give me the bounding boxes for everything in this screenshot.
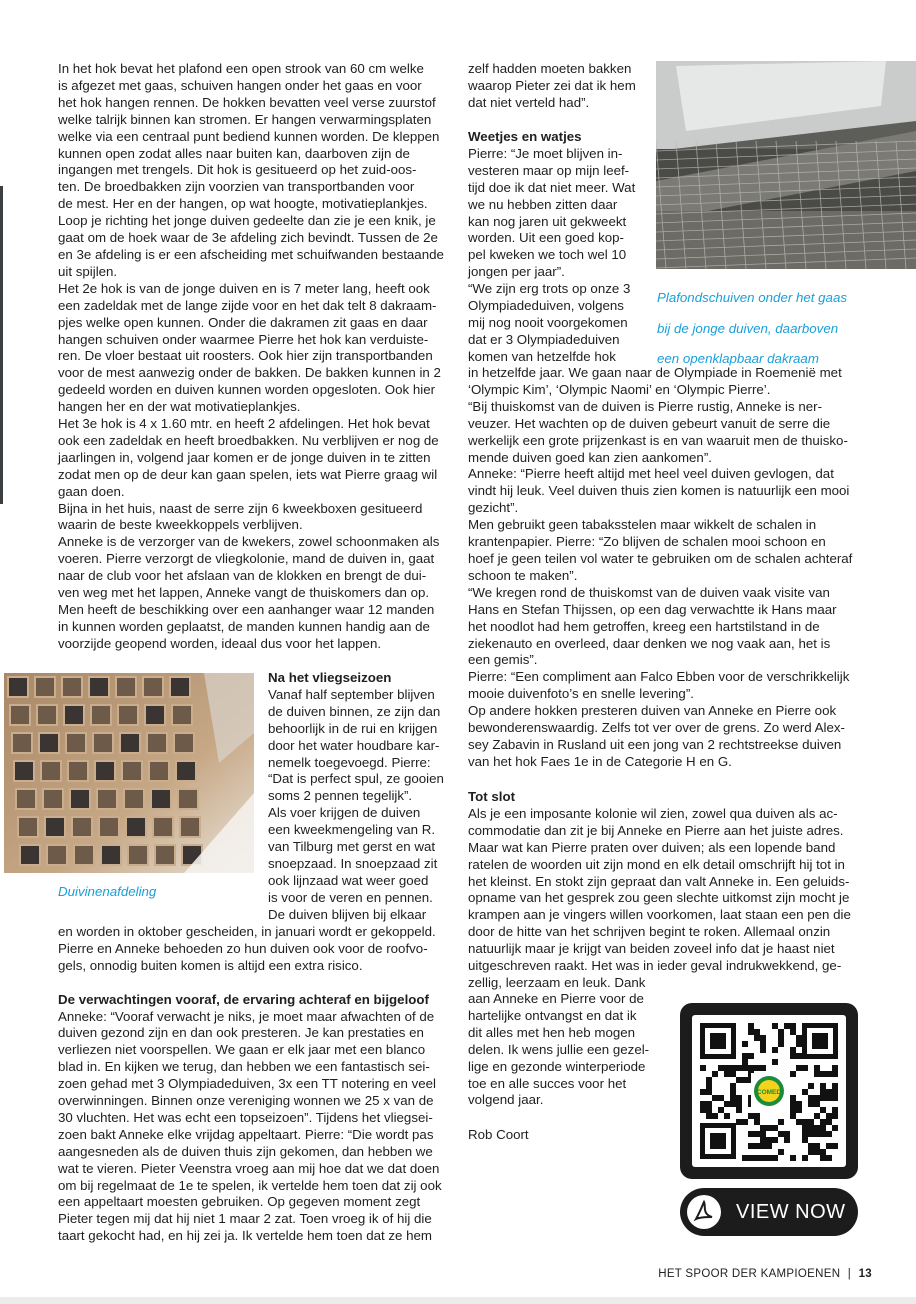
body-text-line: waarin de beste kweekkoppels verblijven. <box>58 517 303 533</box>
loft-photo-caption: Duivinenafdeling <box>58 884 157 899</box>
qr-code-icon <box>680 1003 858 1179</box>
body-text-line: snoepzaad. In snoepzaad zit <box>268 855 438 871</box>
ceiling-photo-graphic <box>656 61 916 269</box>
tot-slot-narrow <box>468 991 668 1109</box>
body-text-line: zellig, leerzaam en leuk. Dank <box>468 974 646 990</box>
body-text-line: het noodlot had hem getroffen, kreeg een hartstilstand in de <box>468 618 820 634</box>
body-text-line: volgend jaar. <box>468 1092 544 1108</box>
body-text-line: vindt hij leuk. Veel duiven thuis zien komen is natuurlijk een mooi <box>468 483 850 499</box>
page-footer <box>658 1268 872 1280</box>
body-text-line: voorzijde geopend worden, ideaal dus voor het lappen. <box>58 635 382 651</box>
qr-finder-tl <box>700 1023 736 1059</box>
body-text-line: is voor de veren en pennen. <box>268 889 433 905</box>
body-text-line: dat er 3 Olympiadeduiven <box>468 331 620 347</box>
body-text-line: in kunnen worden geplaatst, de manden kunnen handig aan de <box>58 618 430 634</box>
body-text-line: we nu hebben zitten daar <box>468 196 618 212</box>
right-column-wide <box>468 365 888 771</box>
body-text-line: aangesneden als de duiven thuis zijn gekomen, dan hebben we <box>58 1143 433 1159</box>
body-text-line: Loop je richting het jonge duiven gedeelte dan zie je een knik, je <box>58 213 436 229</box>
body-text-line: krantenpapier. Pierre: “Zo blijven de schalen mooi schoon en <box>468 534 826 550</box>
body-text-line: Het 2e hok is van de jonge duiven en is 7 meter lang, heeft ook <box>58 280 430 296</box>
body-text-line: Pierre: “Een compliment aan Falco Ebben voor de verschrikkelijk <box>468 669 850 685</box>
body-text-line: in hetzelfde jaar. We gaan naar de Olympiade in Roemenië met <box>468 365 842 380</box>
body-text-line: een kweekmengeling van R. <box>268 822 436 838</box>
adobe-acrobat-icon <box>684 1192 724 1232</box>
body-text-line: Pierre: “Je moet blijven in- <box>468 145 623 161</box>
body-text-line: om bij regelmaat de 1e te spelen, ik vertelde hem toen dat zij ook <box>58 1177 442 1193</box>
body-text-line: opname van het gesprek zou geen slechte uitkomst zijn mocht je <box>468 890 850 906</box>
body-text-line: het hok hangen rennen. De hokken bevatten veel verse zuurstof <box>58 94 436 110</box>
after-season-heading: Na het vliegseizoen <box>268 670 392 685</box>
body-text-line: Men gebruikt geen tabaksstelen maar wikkelt de schalen in <box>468 517 817 533</box>
body-text-line: worden. Uit een goed kop- <box>468 230 624 246</box>
body-text-line: uit spijlen. <box>58 263 118 279</box>
after-season-section <box>268 670 458 924</box>
ceiling-photo <box>656 61 916 269</box>
expectations-heading: De verwachtingen vooraf, de ervaring achteraf en bijgeloof <box>58 991 429 1007</box>
body-text-line: Maar wat kan Pierre praten over duiven; als een lopende band <box>468 839 836 855</box>
body-text-line: taart gekocht had, en hij zei ja. Ik vertelde hem toen dat ze hem <box>58 1228 433 1244</box>
body-text-line: zoen bakt Anneke elke vrijdag appeltaart. Pierre: “Die wordt pas <box>58 1126 434 1142</box>
body-text-line: bewonderenswaardig. Zelfs tot ver over de grens. Zo werd Alex- <box>468 720 845 736</box>
body-text-line: ven weg met het lappen, Anneke vangt de thuiskomers dan op. <box>58 585 430 601</box>
page-edge-bar <box>0 186 3 504</box>
body-text-line: zelf hadden moeten bakken <box>468 61 632 76</box>
body-text-line: ‘Olympic Kim’, ‘Olympic Naomi’ en ‘Olympic Pierre’. <box>468 381 771 397</box>
body-text-line: duiven gezond zijn en dan ook presteren. Je kan prestaties en <box>58 1025 424 1041</box>
body-text-line: mooie duivenfoto’s en snelle levering”. <box>468 686 694 702</box>
paragraph-gap <box>58 975 453 992</box>
body-text-line: Bijna in het huis, naast de serre zijn 6 kweekboxen gesitueerd <box>58 500 423 516</box>
caption-line: Plafondschuiven onder het gaas <box>657 290 847 306</box>
body-text-line: van Tilburg met gerst en wat <box>268 839 436 855</box>
body-text-line: soms 2 pennen tegelijk”. <box>268 788 413 804</box>
body-text-line: is afgezet met gaas, schuiven hangen onder het gaas en voor <box>58 77 422 93</box>
body-text-line: Olympiadeduiven, volgens <box>468 298 624 314</box>
body-text-line: gels, onnodig buiten komen is altijd een extra risico. <box>58 957 363 973</box>
body-text-line: jongen per jaar”. <box>468 264 565 280</box>
body-text-line: overwinningen. Binnen onze vereniging wonnen we 25 x van de <box>58 1093 434 1109</box>
magazine-name: HET SPOOR DER KAMPIOENEN <box>658 1268 841 1280</box>
caption-line: een openklapbaar dakraam <box>657 350 819 366</box>
body-text-line: vesteren maar op mijn leef- <box>468 162 630 178</box>
qr-finder-tr <box>802 1023 838 1059</box>
body-text-line: sey Zabavin in Rusland uit een jong van 2 rechtstreekse duiven <box>468 736 842 752</box>
body-text-line: Als voer krijgen de duiven <box>268 805 421 821</box>
body-text-line: kunnen open zodat alles naar buiten kan, daarboven zijn de <box>58 145 410 161</box>
page-bottom-band <box>0 1297 916 1304</box>
body-text-line: nemelk toegevoegd. Pierre: <box>268 754 431 770</box>
body-text-line: ingangen met trengels. Dit hok is gesitueerd op het zuid-oos- <box>58 162 417 178</box>
body-text-line: tijd doe ik dat niet meer. Wat <box>468 179 636 195</box>
body-text-line: en worden in oktober gescheiden, in januari wordt er gekoppeld. <box>58 924 436 939</box>
body-text-line: Vanaf half september blijven <box>268 686 435 702</box>
body-text-line: schoon te maken”. <box>468 567 578 583</box>
body-text-line: komen van hetzelfde hok <box>468 348 616 364</box>
body-text-line: jaarlingen in, volgend jaar komen er de jonge duiven in te zitten <box>58 449 431 465</box>
body-text-line: gedeeld worden en duiven kunnen worden opgesloten. Ook hier <box>58 382 436 398</box>
body-text-line: welke via een centraal punt bediend kunnen worden. De kleppen <box>58 128 440 144</box>
body-text-line: hoef je geen teilen vol water te gebruiken om de schalen achteraf <box>468 550 853 566</box>
body-text-line: Men heeft de beschikking over een aanhanger waar 12 manden <box>58 602 435 617</box>
body-text-line: het kleinst. En stokt zijn gepraat dan valt Anneke in. Een geluids- <box>468 873 850 889</box>
body-text-line: commodatie dan zit je bij Anneke en Pierre aan het juiste adres. <box>468 822 844 838</box>
body-text-line: zodat men op de deur kan gaan spelen, iets wat Pierre graag wil <box>58 466 438 482</box>
body-text-line: behoorlijk in de rui en krijgen <box>268 720 438 736</box>
body-text-line: en 3e afdeling is er een afscheiding met schuifwanden bestaande <box>58 246 444 262</box>
body-text-line: In het hok bevat het plafond een open strook van 60 cm welke <box>58 61 424 76</box>
body-text-line: de mest. Her en der hangen, op wat hoogte, motivatieplankjes. <box>58 196 428 212</box>
body-text-line: waarop Pieter zei dat ik hem <box>468 77 636 93</box>
body-text-line: Pierre en Anneke behoeden zo hun duiven ook voor de roofvo- <box>58 940 428 956</box>
right-column-top <box>468 61 648 112</box>
body-text-line: Op andere hokken presteren duiven van Anneke en Pierre ook <box>468 703 837 719</box>
caption-line: bij de jonge duiven, daarboven <box>657 320 839 336</box>
body-text-line: pel kweken we toch wel 10 <box>468 247 627 263</box>
body-text-line: een gemis”. <box>468 652 538 668</box>
view-now-label: VIEW NOW <box>736 1200 846 1223</box>
tot-slot-heading: Tot slot <box>468 789 516 804</box>
body-text-line: zoen gehad met 3 Olympiadeduiven, 3x een TT notering en veel <box>58 1076 436 1092</box>
body-text-line: hangen schuiven onder waarmee Pierre het hok kan verduiste- <box>58 331 429 347</box>
weetjes-heading: Weetjes en watjes <box>468 129 582 144</box>
body-text-line: delen. Ik wens jullie een gezel- <box>468 1041 650 1057</box>
body-text-line: ren. De vloer bestaat uit roosters. Ook hier zijn transportbanden <box>58 348 433 364</box>
page-number: 13 <box>858 1268 872 1280</box>
body-text-line: van het hok Faes 1e in de Categorie H en G. <box>468 753 732 769</box>
body-text-line: 30 vluchten. Het was echt een topseizoen”. Tijdens het vliegsei- <box>58 1109 433 1125</box>
qr-finder-bl <box>700 1123 736 1159</box>
body-text-line: door de hitte van het schrijven begint te roken. Allemaal onzin <box>468 924 831 940</box>
view-now-button[interactable] <box>680 1188 858 1236</box>
article-main-column <box>58 61 453 653</box>
body-text-line: kan nog jaren uit gekweekt <box>468 213 627 229</box>
body-text-line: werkelijk een grote prijzenkast is en van waaruit men de thuisko- <box>468 432 848 448</box>
body-text-line: Anneke is de verzorger van de kwekers, zowel schoonmaken als <box>58 534 440 550</box>
body-text-line: natuurlijk maar je krijgt van beiden zoveel info dat je haast niet <box>468 941 835 957</box>
body-text-line: ziekenauto en overleed, daar denken we nog vaak aan, het is <box>468 635 831 651</box>
body-text-line: ten. De broedbakken zijn voorzien van transportbanden voor <box>58 179 415 195</box>
body-text-line: voor de mest aanwezig onder de bakken. De bakken kunnen in 2 <box>58 365 441 381</box>
expectations-section <box>58 924 453 1245</box>
body-text-line: gezicht”. <box>468 500 519 516</box>
footer-separator: | <box>847 1268 852 1280</box>
weetjes-section <box>468 129 648 366</box>
body-text-line: “We zijn erg trots op onze 3 <box>468 281 631 297</box>
body-text-line: ook lijnzaad wat weer goed <box>268 872 429 888</box>
body-text-line: verliezen niet voorspellen. We gaan er elk jaar met een blanco <box>58 1042 426 1058</box>
body-text-line: de duiven binnen, ze zijn dan <box>268 703 441 719</box>
body-text-line: hartelijke ontvangst en dat ik <box>468 1007 637 1023</box>
body-text-line: blad in. En kijken we terug, dan hebben we een fantastisch sei- <box>58 1059 430 1075</box>
body-text-line: voeren. Pierre verzorgt de vliegkolonie, mand de duiven in, gaat <box>58 551 435 567</box>
body-text-line: dit alles met hen heb mogen <box>468 1024 636 1040</box>
body-text-line: aan Anneke en Pierre voor de <box>468 991 644 1006</box>
comed-logo-text: COMED <box>756 1089 782 1096</box>
body-text-line: ratelen de woorden uit zijn mond en elk detail omschrijft hij tot in <box>468 856 845 872</box>
body-text-line: mij nog nooit voorgekomen <box>468 314 628 330</box>
body-text-line: “We kregen rond de thuiskomst van de duiven vaak visite van <box>468 584 830 600</box>
loft-photo-graphic <box>4 673 254 873</box>
body-text-line: mende duiven goed kan zien aankomen”. <box>468 449 712 465</box>
body-text-line: “Bij thuiskomst van de duiven is Pierre rustig, Anneke is ner- <box>468 398 823 414</box>
body-text-line: lige en gezonde winterperiode <box>468 1058 646 1074</box>
body-text-line: veuzer. Het wachten op de duiven gebeurt vanuit de serre die <box>468 415 831 431</box>
body-text-line: pjes welke open kunnen. Onder die dakramen zit gaas en daar <box>58 314 428 330</box>
body-text-line: door het water houdbare kar- <box>268 737 440 753</box>
body-text-line: ook een zadeldak en heeft broedbakken. Nu verblijven er nog de <box>58 432 439 448</box>
body-text-line: “Dat is perfect spul, ze gooien <box>268 771 444 787</box>
body-text-line: krampen aan je vingers willen voorkomen, laat staan een pen die <box>468 907 851 923</box>
body-text-line: gaan doen. <box>58 483 125 499</box>
body-text-line: welke talrijk binnen kan stromen. Er hangen verwarmingsplaten <box>58 111 432 127</box>
body-text-line: een zadeldak met de lange zijde voor en het dak telt 8 dakraam- <box>58 297 437 313</box>
tot-slot-section <box>468 789 888 992</box>
body-text-line: uitgeschreven raakt. Het was in ieder geval indrukwekkend, ge- <box>468 958 842 974</box>
body-text-line: dat niet verteld had”. <box>468 94 590 110</box>
qr-code-frame[interactable] <box>680 1003 858 1179</box>
author-name: Rob Coort <box>468 1127 529 1142</box>
body-text-line: wat te vieren. Pieter Veenstra vroeg aan mij hoe dat we dat doen <box>58 1160 440 1176</box>
body-text-line: een appeltaart moesten gebruiken. Op gegeven moment zegt <box>58 1194 421 1210</box>
body-text-line: De duiven blijven bij elkaar <box>268 906 427 922</box>
body-text-line: Het 3e hok is 4 x 1.60 mtr. en heeft 2 afdelingen. Het hok bevat <box>58 416 430 432</box>
body-text-line: Pieter tegen mij dat hij niet 1 maar 2 zat. Toen vroeg ik of hij die <box>58 1211 432 1227</box>
body-text-line: gaat om de hoek waar de 3e afdeling zich bevindt. Tussen de 2e <box>58 230 438 246</box>
body-text-line: Anneke: “Pierre heeft altijd met heel veel duiven gevlogen, dat <box>468 466 834 482</box>
body-text-line: Als je een imposante kolonie wil zien, zowel qua duiven als ac- <box>468 805 838 821</box>
loft-photo <box>4 673 254 873</box>
body-text-line: Hans en Stefan Thijssen, op een dag verwachtte ik Hans maar <box>468 601 837 617</box>
body-text-line: naar de club voor het afslaan van de klokken en brengt de dui- <box>58 568 427 584</box>
body-text-line: Anneke: “Vooraf verwacht je niks, je moet maar afwachten of de <box>58 1008 435 1024</box>
body-text-line: hangen her en der wat motivatieplankjes. <box>58 399 301 415</box>
body-text-line: toe en alle succes voor het <box>468 1075 627 1091</box>
